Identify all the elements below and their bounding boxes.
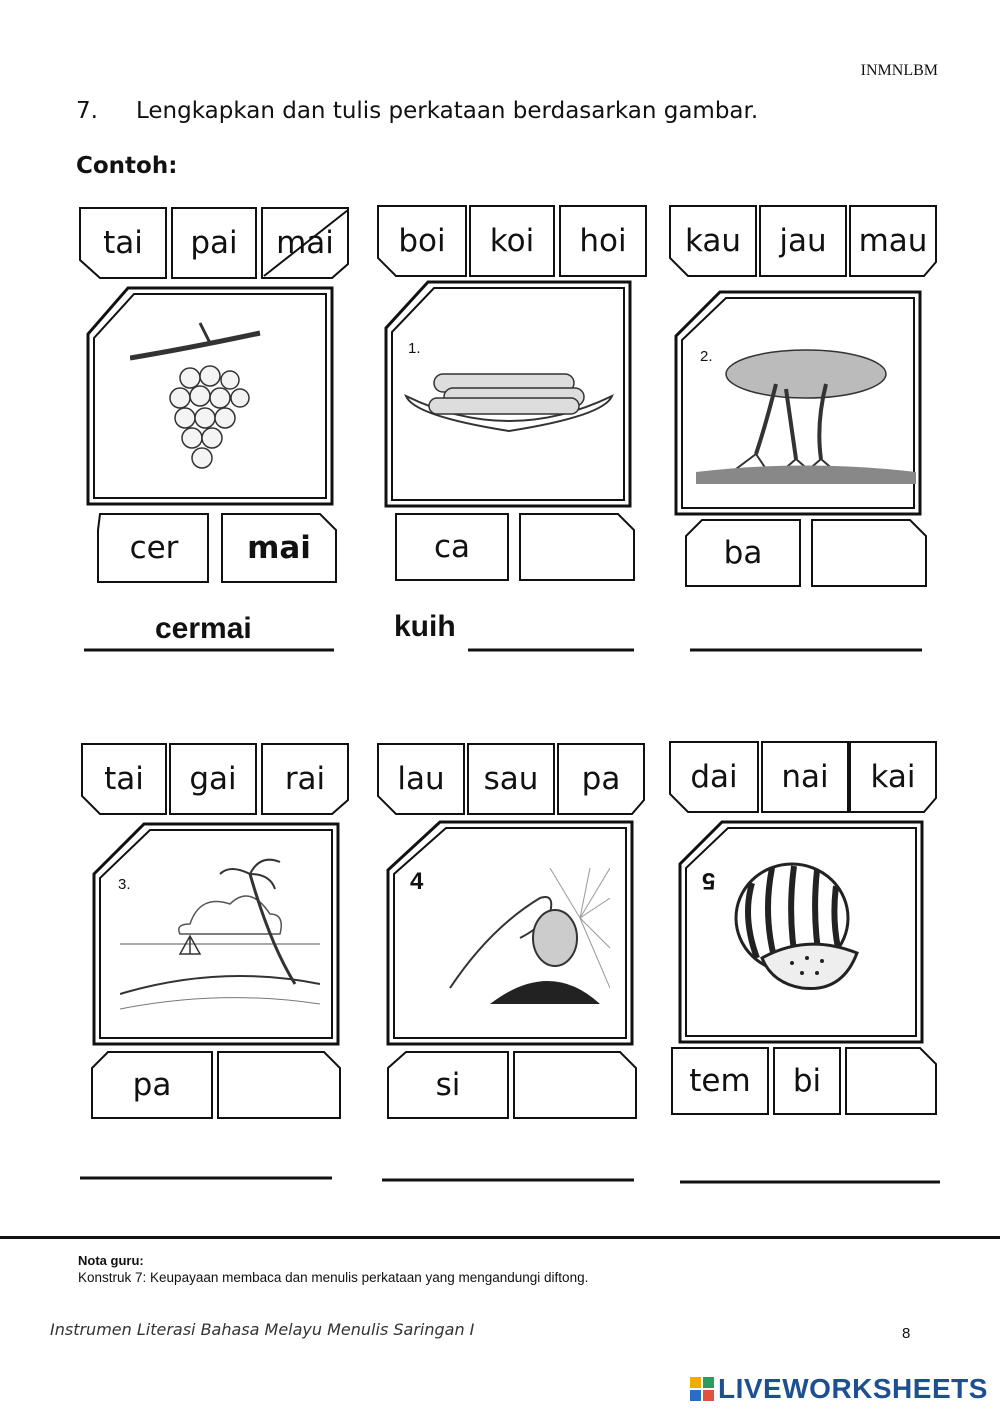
mangrove-tree-icon xyxy=(696,344,916,484)
question-text: Lengkapkan dan tulis perkataan berdasarkan gambar. xyxy=(136,98,759,124)
syllable-blank[interactable] xyxy=(812,520,926,586)
grapes-icon xyxy=(130,318,270,478)
option-koi[interactable]: koi xyxy=(489,223,535,259)
picture-number: 4 xyxy=(410,868,424,895)
exercise-5 xyxy=(670,742,970,1202)
answer-word: cermai xyxy=(155,612,252,645)
option-sau[interactable]: sau xyxy=(483,761,539,797)
beach-icon xyxy=(120,854,320,1024)
syllable-blank[interactable] xyxy=(846,1048,936,1114)
footer-title: Instrumen Literasi Bahasa Melayu Menulis Saringan I xyxy=(50,1320,475,1339)
exercise-4 xyxy=(378,744,678,1204)
exercise-2 xyxy=(670,206,970,666)
syllable-1: ca xyxy=(433,529,471,565)
syllable-1: ba xyxy=(723,535,763,571)
option-pa[interactable]: pa xyxy=(581,761,621,797)
picture-number: 5 xyxy=(702,867,716,894)
exercise-1 xyxy=(378,206,678,666)
note-body: Konstruk 7: Keupayaan membaca dan menulis perkataan yang mengandungi diftong. xyxy=(78,1270,589,1285)
option-dai[interactable]: dai xyxy=(690,759,738,795)
syllable-2[interactable]: mai xyxy=(247,530,311,566)
option-tai[interactable]: tai xyxy=(104,761,144,797)
liveworksheets-logo xyxy=(690,1373,988,1405)
question-number: 7. xyxy=(76,98,98,124)
brand-name: LIVEWORKSHEETS xyxy=(718,1373,988,1404)
option-jau[interactable]: jau xyxy=(779,223,827,259)
syllable-blank[interactable] xyxy=(514,1052,636,1118)
divider xyxy=(0,1236,1000,1239)
page-number: 8 xyxy=(902,1325,911,1342)
syllable-1: tem xyxy=(689,1063,751,1099)
logo-grid-icon xyxy=(690,1377,714,1401)
option-rai[interactable]: rai xyxy=(284,761,326,797)
option-kau[interactable]: kau xyxy=(684,223,742,259)
note-title: Nota guru: xyxy=(78,1253,144,1268)
answer-prefix: kuih xyxy=(394,610,456,643)
syllable-1: pa xyxy=(132,1067,172,1103)
option-mau[interactable]: mau xyxy=(858,223,928,259)
picture-number: 1. xyxy=(408,340,421,357)
option-lau[interactable]: lau xyxy=(397,761,445,797)
syllable-1: si xyxy=(435,1067,461,1103)
syllable-blank[interactable] xyxy=(520,514,634,580)
option-nai[interactable]: nai xyxy=(781,759,829,795)
option-kai[interactable]: kai xyxy=(870,759,916,795)
option-pai[interactable]: pai xyxy=(190,225,238,261)
syllable-blank[interactable] xyxy=(218,1052,340,1118)
option-boi[interactable]: boi xyxy=(398,223,446,259)
exercise-3 xyxy=(80,744,380,1204)
fried-dough-icon xyxy=(404,356,614,446)
syllable-2: bi xyxy=(792,1063,822,1099)
picture-number: 2. xyxy=(700,348,713,365)
glare-man-icon xyxy=(430,868,610,1004)
picture-number: 3. xyxy=(118,876,131,893)
option-gai[interactable]: gai xyxy=(189,761,237,797)
syllable-1: cer xyxy=(129,530,179,566)
example-label: Contoh: xyxy=(76,153,178,179)
document-code: INMNLBM xyxy=(860,62,938,79)
option-tai[interactable]: tai xyxy=(103,225,143,261)
option-mai-struck[interactable]: mai xyxy=(276,225,334,261)
option-hoi[interactable]: hoi xyxy=(579,223,627,259)
watermelon-icon xyxy=(732,858,862,998)
exercise-example xyxy=(80,208,380,668)
